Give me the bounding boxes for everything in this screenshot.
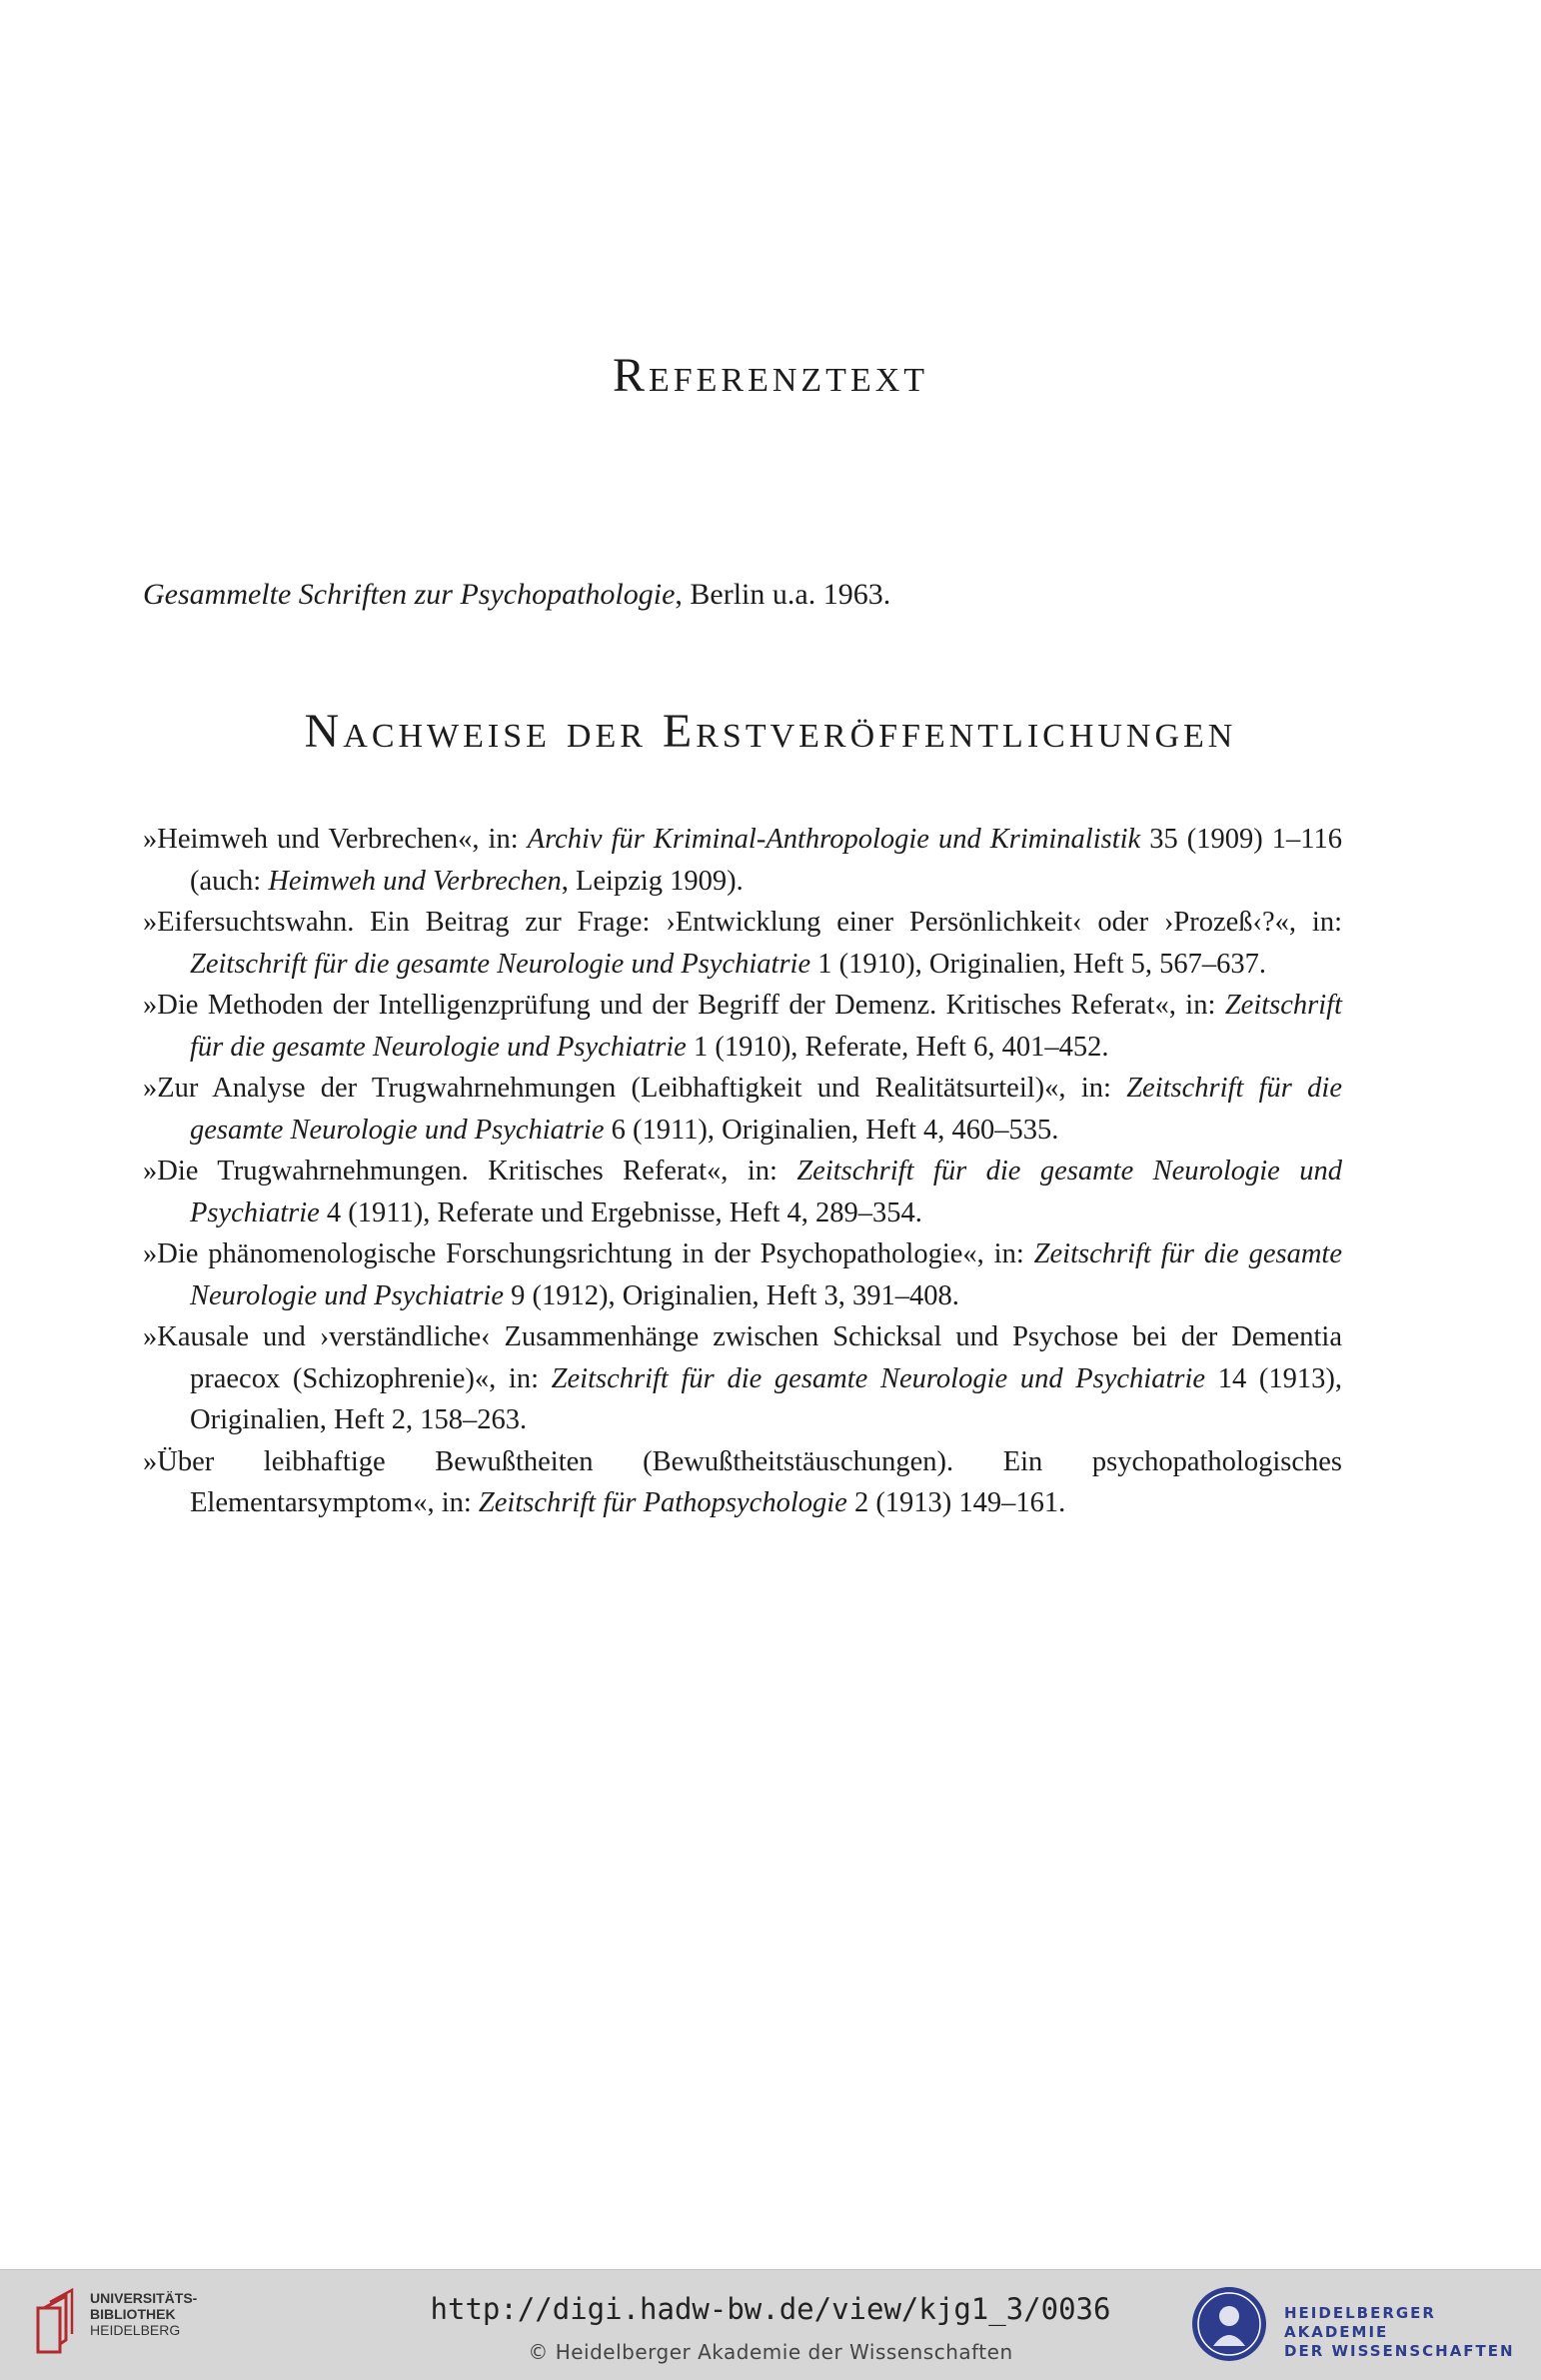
publication-entry: [143, 1441, 1342, 1524]
publication-entry: [143, 1068, 1342, 1151]
copyright-notice: © Heidelberger Akademie der Wissenschaften: [528, 2340, 1013, 2364]
reference-title: Gesammelte Schriften zur Psychopathologie: [143, 578, 676, 611]
journal-title: Zeitschrift für die gesamte Neurologie und Psychiatrie: [190, 990, 1342, 1063]
publication-entry: [143, 1233, 1342, 1316]
logo-line: HEIDELBERGER AKADEMIE: [1284, 2304, 1436, 2341]
logo-line: UNIVERSITÄTS-: [90, 2290, 198, 2306]
entry-text: 9 (1912), Originalien, Heft 3, 391–408.: [503, 1279, 959, 1311]
section-title: Nachweise der Erstveröffentlichungen: [304, 705, 1237, 758]
entry-text: 4 (1911), Referate und Ergebnisse, Heft 4, 289–354.: [319, 1196, 922, 1228]
viewer-footer-bar: [0, 2269, 1541, 2380]
entry-text: »Die Methoden der Intelligenzprüfung und der Begriff der Demenz. Kritisches Referat«, in:: [143, 990, 1225, 1021]
reference-details: , Berlin u.a. 1963.: [675, 578, 891, 611]
entry-text: »Die Trugwahrnehmungen. Kritisches Referat«, in:: [143, 1156, 797, 1187]
academy-logo-text: [1284, 2304, 1541, 2361]
journal-title: Zeitschrift für die gesamte Neurologie und Psychiatrie: [190, 948, 811, 980]
entry-text: 6 (1911), Originalien, Heft 4, 460–535.: [604, 1114, 1059, 1146]
publication-entry: [143, 1316, 1342, 1441]
entry-text: 1 (1910), Originalien, Heft 5, 567–637.: [810, 948, 1267, 980]
entry-text: »Zur Analyse der Trugwahrnehmungen (Leibhaftigkeit und Realitätsurteil)«, in:: [143, 1073, 1127, 1104]
entry-text: 14 (1913), Originalien, Heft 2, 158–263.: [190, 1362, 1342, 1435]
page-title: Referenztext: [612, 349, 929, 402]
entry-text: »Heimweh und Verbrechen«, in:: [143, 824, 528, 855]
journal-title: Archiv für Kriminal-Anthropologie und Kriminalistik: [527, 824, 1141, 855]
publication-entry: [143, 985, 1342, 1068]
entry-text: , Leipzig 1909).: [561, 865, 744, 897]
journal-title: Zeitschrift für die gesamte Neurologie und Psychiatrie: [551, 1362, 1206, 1394]
logo-line: DER WISSENSCHAFTEN: [1284, 2342, 1515, 2360]
logo-line: HEIDELBERG: [90, 2322, 181, 2338]
publication-entry: [143, 902, 1342, 985]
entry-text: 1 (1910), Referate, Heft 6, 401–452.: [686, 1031, 1109, 1063]
entry-text: 35 (1909) 1–116 (auch:: [190, 824, 1342, 897]
journal-title: Zeitschrift für die gesamte Neurologie und Psychiatrie: [190, 1238, 1342, 1311]
reference-line: [143, 578, 890, 612]
book-title: Heimweh und Verbrechen: [268, 865, 562, 897]
entry-text: 2 (1913) 149–161.: [846, 1487, 1066, 1518]
publication-entry: [143, 1151, 1342, 1233]
entry-text: »Eifersuchtswahn. Ein Beitrag zur Frage: ›Entwicklung einer Persönlichkeit‹ oder ›Prozeß‹?«, in:: [143, 907, 1342, 938]
logo-line: BIBLIOTHEK: [90, 2306, 176, 2322]
entry-text: »Über leibhaftige Bewußtheiten (Bewußtheitstäuschungen). Ein psychopathologisches Elementarsymptom«, in:: [143, 1445, 1342, 1518]
journal-title: Zeitschrift für Pathopsychologie: [478, 1487, 847, 1518]
journal-title: Zeitschrift für die gesamte Neurologie und Psychiatrie: [190, 1156, 1342, 1228]
journal-title: Zeitschrift für die gesamte Neurologie und Psychiatrie: [190, 1073, 1342, 1146]
academy-seal-icon[interactable]: [1189, 2284, 1269, 2364]
entry-text: »Kausale und ›verständliche‹ Zusammenhänge zwischen Schicksal und Psychose bei der Dementia praecox (Schizophrenie)«, in:: [143, 1321, 1342, 1394]
permalink-url[interactable]: http://digi.hadw-bw.de/view/kjg1_3/0036: [430, 2292, 1111, 2326]
entry-text: »Die phänomenologische Forschungsrichtung in der Psychopathologie«, in:: [143, 1238, 1034, 1269]
publication-entry: [143, 819, 1342, 902]
publication-list: [143, 819, 1342, 1524]
